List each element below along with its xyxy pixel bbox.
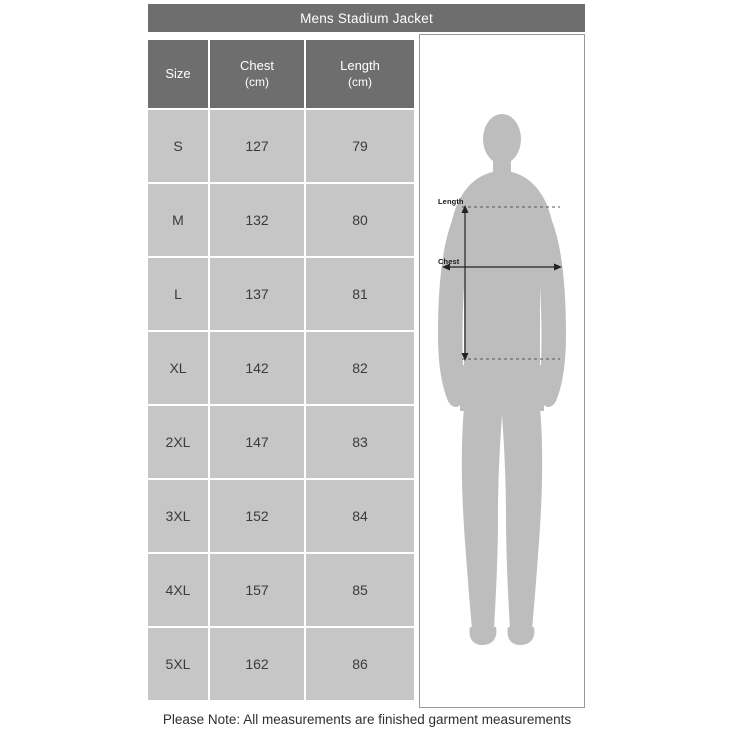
cell-size-value: XL <box>169 360 187 376</box>
cell-chest <box>210 406 304 478</box>
column-header-size-label: Size <box>165 65 191 81</box>
cell-chest <box>210 628 304 700</box>
cell-chest <box>210 480 304 552</box>
chest-measure-label: Chest <box>438 257 460 266</box>
body-figure-icon <box>420 35 584 707</box>
column-header-chest-unit: (cm) <box>245 74 269 89</box>
column-header-length <box>306 40 414 108</box>
cell-size <box>148 406 208 478</box>
cell-chest-value: 157 <box>245 582 269 598</box>
table-row <box>148 258 414 330</box>
cell-size <box>148 554 208 626</box>
cell-length <box>306 258 414 330</box>
cell-length-value: 85 <box>352 582 368 598</box>
cell-size <box>148 628 208 700</box>
cell-chest-value: 152 <box>245 508 269 524</box>
cell-chest-value: 162 <box>245 656 269 672</box>
cell-size-value: 4XL <box>165 582 191 598</box>
cell-length-value: 82 <box>352 360 368 376</box>
cell-length-value: 79 <box>352 138 368 154</box>
cell-length <box>306 110 414 182</box>
cell-size-value: 3XL <box>165 508 191 524</box>
cell-chest <box>210 258 304 330</box>
column-header-length-unit: (cm) <box>348 74 372 89</box>
cell-length <box>306 554 414 626</box>
size-table <box>148 40 414 702</box>
cell-size-value: S <box>173 138 183 154</box>
table-row <box>148 184 414 256</box>
cell-length-value: 84 <box>352 508 368 524</box>
table-row <box>148 332 414 404</box>
cell-length-value: 80 <box>352 212 368 228</box>
cell-size <box>148 332 208 404</box>
cell-length-value: 81 <box>352 286 368 302</box>
table-row <box>148 480 414 552</box>
chart-title-bar <box>148 4 585 32</box>
table-row <box>148 628 414 700</box>
cell-size-value: 5XL <box>165 656 191 672</box>
cell-size <box>148 110 208 182</box>
table-header-row <box>148 40 414 108</box>
cell-size <box>148 258 208 330</box>
column-header-chest-label: Chest <box>240 58 274 74</box>
cell-chest <box>210 184 304 256</box>
cell-chest-value: 142 <box>245 360 269 376</box>
cell-chest-value: 132 <box>245 212 269 228</box>
cell-length <box>306 184 414 256</box>
cell-chest-value: 137 <box>245 286 269 302</box>
footnote: Please Note: All measurements are finished garment measurements <box>162 712 572 727</box>
column-header-length-label: Length <box>340 58 380 74</box>
cell-size <box>148 184 208 256</box>
length-measure-label: Length <box>438 197 464 206</box>
cell-length <box>306 332 414 404</box>
table-row <box>148 110 414 182</box>
cell-length-value: 83 <box>352 434 368 450</box>
cell-chest <box>210 554 304 626</box>
cell-length <box>306 480 414 552</box>
figure-panel <box>419 34 585 708</box>
cell-size-value: L <box>174 286 182 302</box>
page-title: Mens Stadium Jacket <box>300 10 433 26</box>
cell-length <box>306 406 414 478</box>
cell-chest <box>210 332 304 404</box>
cell-length <box>306 628 414 700</box>
cell-size <box>148 480 208 552</box>
cell-chest-value: 147 <box>245 434 269 450</box>
column-header-chest <box>210 40 304 108</box>
cell-chest <box>210 110 304 182</box>
cell-chest-value: 127 <box>245 138 269 154</box>
column-header-size <box>148 40 208 108</box>
cell-length-value: 86 <box>352 656 368 672</box>
cell-size-value: 2XL <box>165 434 191 450</box>
table-row <box>148 406 414 478</box>
table-row <box>148 554 414 626</box>
cell-size-value: M <box>172 212 184 228</box>
